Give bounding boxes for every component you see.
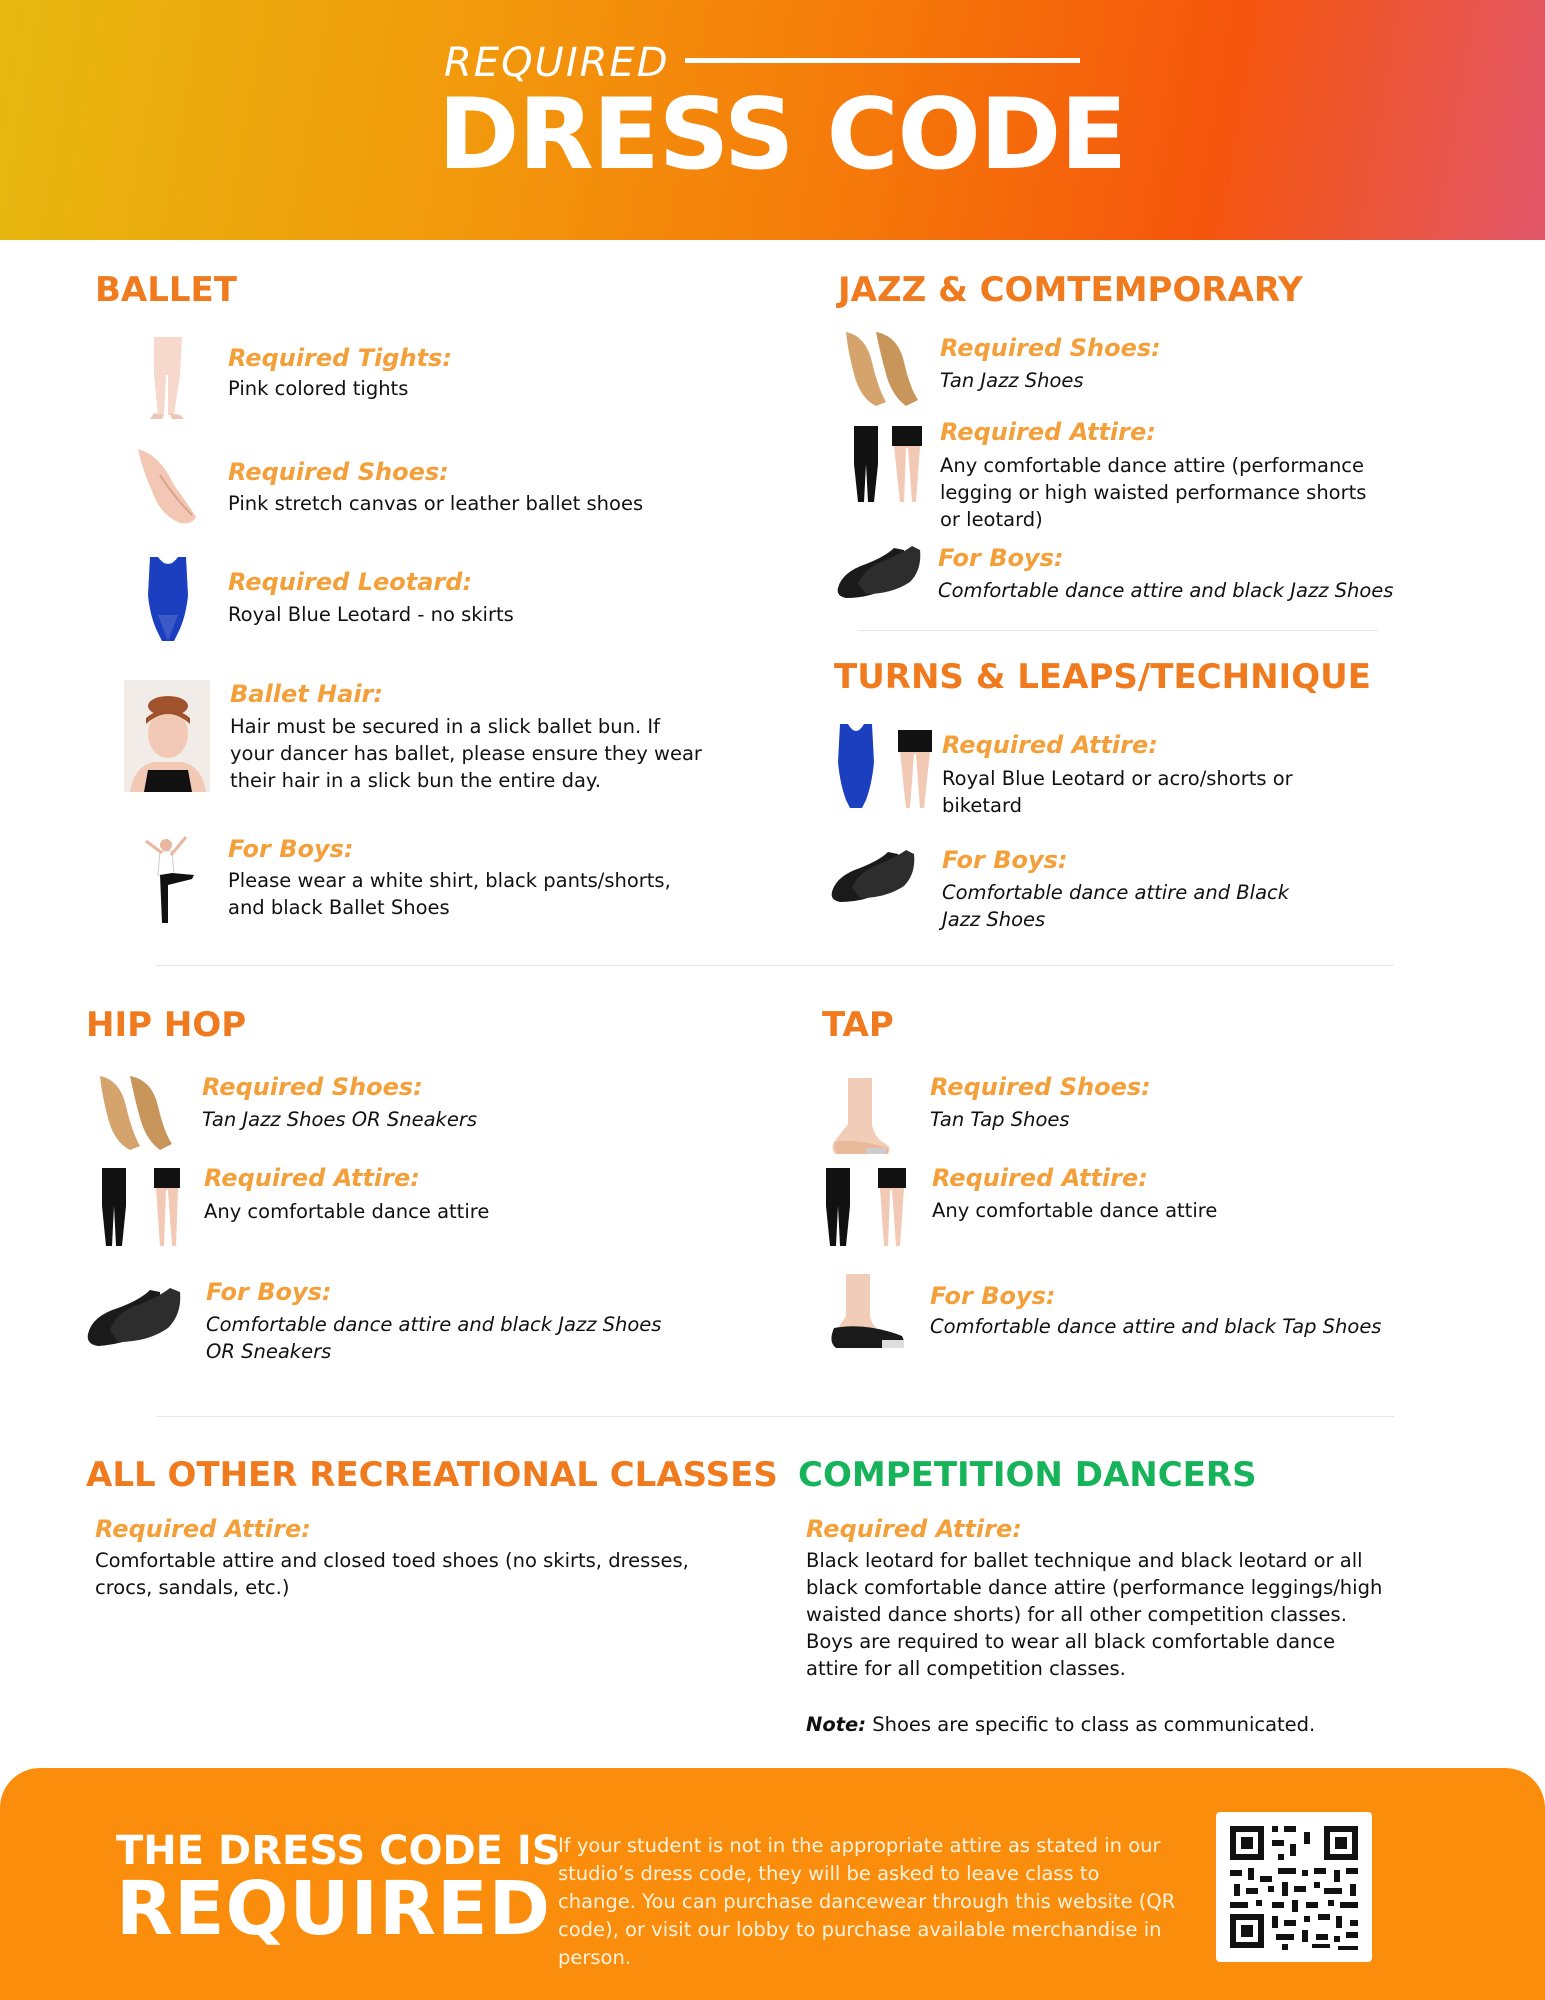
qr-code[interactable]: [1216, 1812, 1372, 1962]
leggings-shorts-icon: [852, 424, 924, 506]
black-tap-shoes-icon: [826, 1272, 910, 1350]
ballet-item-label-1: Required Tights:: [228, 344, 452, 372]
section-divider: [156, 965, 1394, 966]
ballet-hair-photo: [124, 680, 210, 792]
jazz-item-text-2: Any comfortable dance attire (performance legging or high waisted performance shorts or leotard): [940, 454, 1367, 531]
note-label: Note:: [806, 1713, 867, 1736]
tap-item-label-1: Required Shoes:: [930, 1073, 1151, 1101]
ballet-item-text-4: Hair must be secured in a slick ballet bun. If your dancer has ballet, please ensure they wear their hair in a slick bun the entire day.: [230, 715, 702, 792]
jazz-title: JAZZ & COMTEMPORARY: [838, 270, 1303, 310]
tap-item-text-1: Tan Tap Shoes: [930, 1108, 1070, 1131]
hiphop-item-label-3: For Boys:: [206, 1278, 332, 1306]
black-jazz-shoes-icon: [828, 846, 920, 904]
ballet-item-text-2: Pink stretch canvas or leather ballet shoes: [228, 492, 644, 515]
section-divider: [858, 630, 1378, 631]
leggings-shorts-icon: [824, 1166, 910, 1250]
recreational-title: ALL OTHER RECREATIONAL CLASSES: [86, 1455, 778, 1495]
ballet-item-label-3: Required Leotard:: [228, 568, 473, 596]
ballet-item-label-5: For Boys:: [228, 835, 354, 863]
boy-dancer-icon: [136, 835, 200, 925]
hiphop-item-text-1: Tan Jazz Shoes OR Sneakers: [202, 1108, 478, 1131]
tights-icon: [140, 335, 196, 421]
ballet-title: BALLET: [95, 270, 237, 310]
header-pretitle: REQUIRED: [444, 40, 670, 86]
tap-title: TAP: [822, 1005, 894, 1045]
tan-tap-shoes-icon: [826, 1076, 896, 1158]
page-title: DRESS CODE: [438, 78, 1127, 192]
footer-banner: [0, 1768, 1545, 2000]
recreational-label: Required Attire:: [95, 1515, 311, 1543]
competition-text: Black leotard for ballet technique and black leotard or all black comfortable dance attire (performance leggings/high waisted dance shorts) for all other competition classes. Boys are required to wear all black comfortable dance attire for all competition classes.: [806, 1549, 1383, 1680]
turns-item-label-2: For Boys:: [942, 846, 1068, 874]
header-rule: [685, 58, 1080, 63]
note-text: Shoes are specific to class as communicated.: [866, 1713, 1316, 1736]
competition-note: [806, 1711, 1386, 1738]
competition-title: COMPETITION DANCERS: [798, 1455, 1257, 1495]
hiphop-item-text-3: Comfortable dance attire and black Jazz Shoes OR Sneakers: [206, 1313, 662, 1363]
competition-label: Required Attire:: [806, 1515, 1022, 1543]
qr-code-icon: [1216, 1812, 1372, 1962]
tap-item-text-2: Any comfortable dance attire: [932, 1199, 1218, 1222]
footer-heading-line2: REQUIRED: [116, 1866, 552, 1952]
jazz-item-text-1: Tan Jazz Shoes: [940, 369, 1084, 392]
recreational-text: Comfortable attire and closed toed shoes (no skirts, dresses, crocs, sandals, etc.): [95, 1549, 689, 1599]
hiphop-item-label-1: Required Shoes:: [202, 1073, 423, 1101]
ballet-item-label-2: Required Shoes:: [228, 458, 449, 486]
turns-item-text-2: Comfortable dance attire and Black Jazz Shoes: [942, 881, 1290, 931]
tan-jazz-shoes-icon: [94, 1072, 176, 1156]
section-divider: [156, 1416, 1394, 1417]
jazz-item-label-3: For Boys:: [938, 544, 1064, 572]
hiphop-title: HIP HOP: [86, 1005, 247, 1045]
tap-item-label-2: Required Attire:: [932, 1164, 1148, 1192]
jazz-item-text-3: Comfortable dance attire and black Jazz Shoes: [938, 579, 1394, 602]
hiphop-item-text-2: Any comfortable dance attire: [204, 1200, 490, 1223]
leotard-icon: [140, 555, 196, 643]
black-jazz-shoes-icon: [84, 1284, 184, 1348]
ballet-item-text-3: Royal Blue Leotard - no skirts: [228, 603, 514, 626]
ballet-item-text-1: Pink colored tights: [228, 377, 409, 400]
ballet-shoe-icon: [130, 445, 206, 527]
hiphop-item-label-2: Required Attire:: [204, 1164, 420, 1192]
ballet-item-text-5: Please wear a white shirt, black pants/shorts, and black Ballet Shoes: [228, 869, 671, 919]
tan-jazz-shoes-icon: [840, 328, 922, 410]
turns-item-text-1: Royal Blue Leotard or acro/shorts or biketard: [942, 767, 1293, 817]
tap-item-text-3: Comfortable dance attire and black Tap Shoes: [930, 1315, 1382, 1338]
jazz-item-label-2: Required Attire:: [940, 418, 1156, 446]
leotard-shorts-icon: [836, 722, 940, 812]
black-jazz-shoes-icon: [834, 544, 924, 600]
ballet-item-label-4: Ballet Hair:: [230, 680, 383, 708]
jazz-item-label-1: Required Shoes:: [940, 334, 1161, 362]
header-banner: [0, 0, 1545, 240]
turns-item-label-1: Required Attire:: [942, 731, 1158, 759]
turns-title: TURNS & LEAPS/TECHNIQUE: [834, 657, 1371, 697]
footer-heading-line1: THE DRESS CODE IS: [116, 1828, 561, 1874]
leggings-shorts-icon: [100, 1166, 184, 1250]
tap-item-label-3: For Boys:: [930, 1282, 1056, 1310]
footer-text: If your student is not in the appropriate attire as stated in our studio’s dress code, they will be asked to leave class to change. You can purchase dancewear through this website (QR code), or visit our lobby to purchase available merchandise in person.: [558, 1834, 1176, 1969]
